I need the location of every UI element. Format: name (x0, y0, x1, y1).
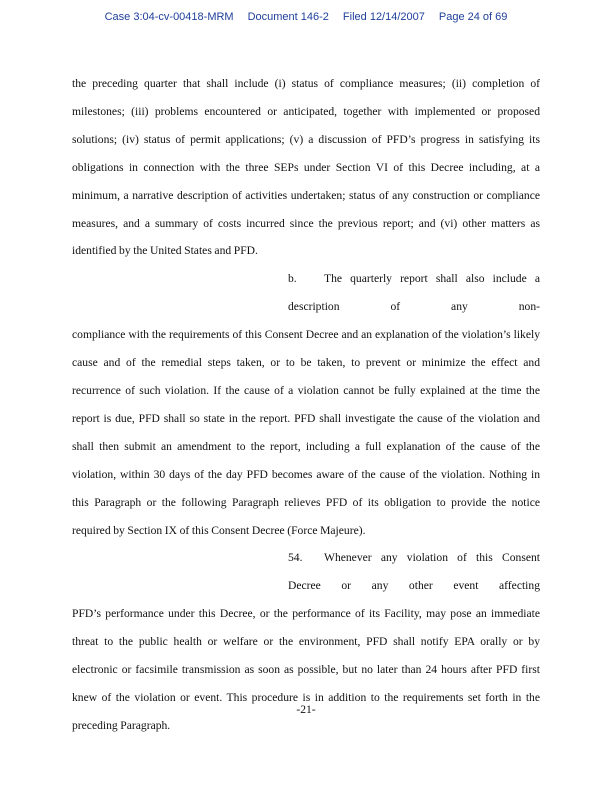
text-line: the preceding quarter that shall include (i) status of compliance measures; (ii) completion of (72, 77, 540, 90)
text-line: knew of the violation or event. This procedure is in addition to the requirements set forth in the (72, 690, 540, 704)
text-line: compliance with the requirements of this Consent Decree and an explanation of the violation’s likely (72, 328, 540, 342)
text-line: shall then submit an amendment to the report, including a full explanation of the cause of the (72, 439, 540, 453)
paragraph-label: b. (288, 272, 297, 286)
text-line: PFD’s performance under this Decree, or the performance of its Facility, may pose an immediate (72, 607, 540, 621)
text-line: this Paragraph or the following Paragraph relieves PFD of its obligation to provide the notice (72, 495, 540, 509)
text-line: threat to the public health or welfare or the environment, PFD shall notify EPA orally or by (72, 635, 540, 649)
case-number: Case 3:04-cv-00418-MRM (104, 11, 234, 23)
paragraph-54-first-line (72, 544, 540, 600)
paragraph-b-first-line (72, 265, 540, 321)
paragraph-a-continuation (72, 70, 540, 265)
text-line: solutions; (iv) status of permit applications; (v) a discussion of PFD’s progress in satisfying its (72, 132, 540, 146)
text-span: Whenever any violation of this Consent Decree or any other event affecting (288, 551, 540, 593)
page-count: Page 24 of 69 (438, 11, 508, 23)
filed-date: Filed 12/14/2007 (342, 11, 425, 23)
text-line: measures, and a summary of costs incurred since the previous report; and (vi) other matters as (72, 216, 540, 230)
document-body (72, 70, 540, 740)
document-number: Document 146-2 (247, 11, 329, 23)
text-line: identified by the United States and PFD. (72, 244, 258, 258)
text-line: recurrence of such violation. If the cause of a violation cannot be fully explained at the time the (72, 383, 540, 397)
text-line: report is due, PFD shall so state in the report. PFD shall investigate the cause of the violation and (72, 411, 540, 425)
text-line: electronic or facsimile transmission as soon as possible, but no later than 24 hours after PFD first (72, 663, 540, 677)
text-line: cause and of the remedial steps taken, or to be taken, to prevent or minimize the effect and (72, 356, 540, 370)
text-span: The quarterly report shall also include a description of any non- (288, 272, 540, 314)
text-line: required by Section IX of this Consent Decree (Force Majeure). (72, 523, 366, 537)
page-number: -21- (296, 703, 316, 716)
text-line: obligations in connection with the three SEPs under Section VI of this Decree including, at a (72, 160, 540, 174)
text-line: milestones; (iii) problems encountered or anticipated, together with implemented or proposed (72, 104, 540, 118)
text-line: minimum, a narrative description of activities undertaken; status of any construction or compliance (72, 188, 540, 202)
case-header (0, 11, 612, 23)
paragraph-label: 54. (288, 551, 303, 565)
paragraph-b (72, 265, 540, 544)
text-line: violation, within 30 days of the day PFD becomes aware of the cause of the violation. Nothing in (72, 467, 540, 481)
text-line: preceding Paragraph. (72, 718, 171, 732)
